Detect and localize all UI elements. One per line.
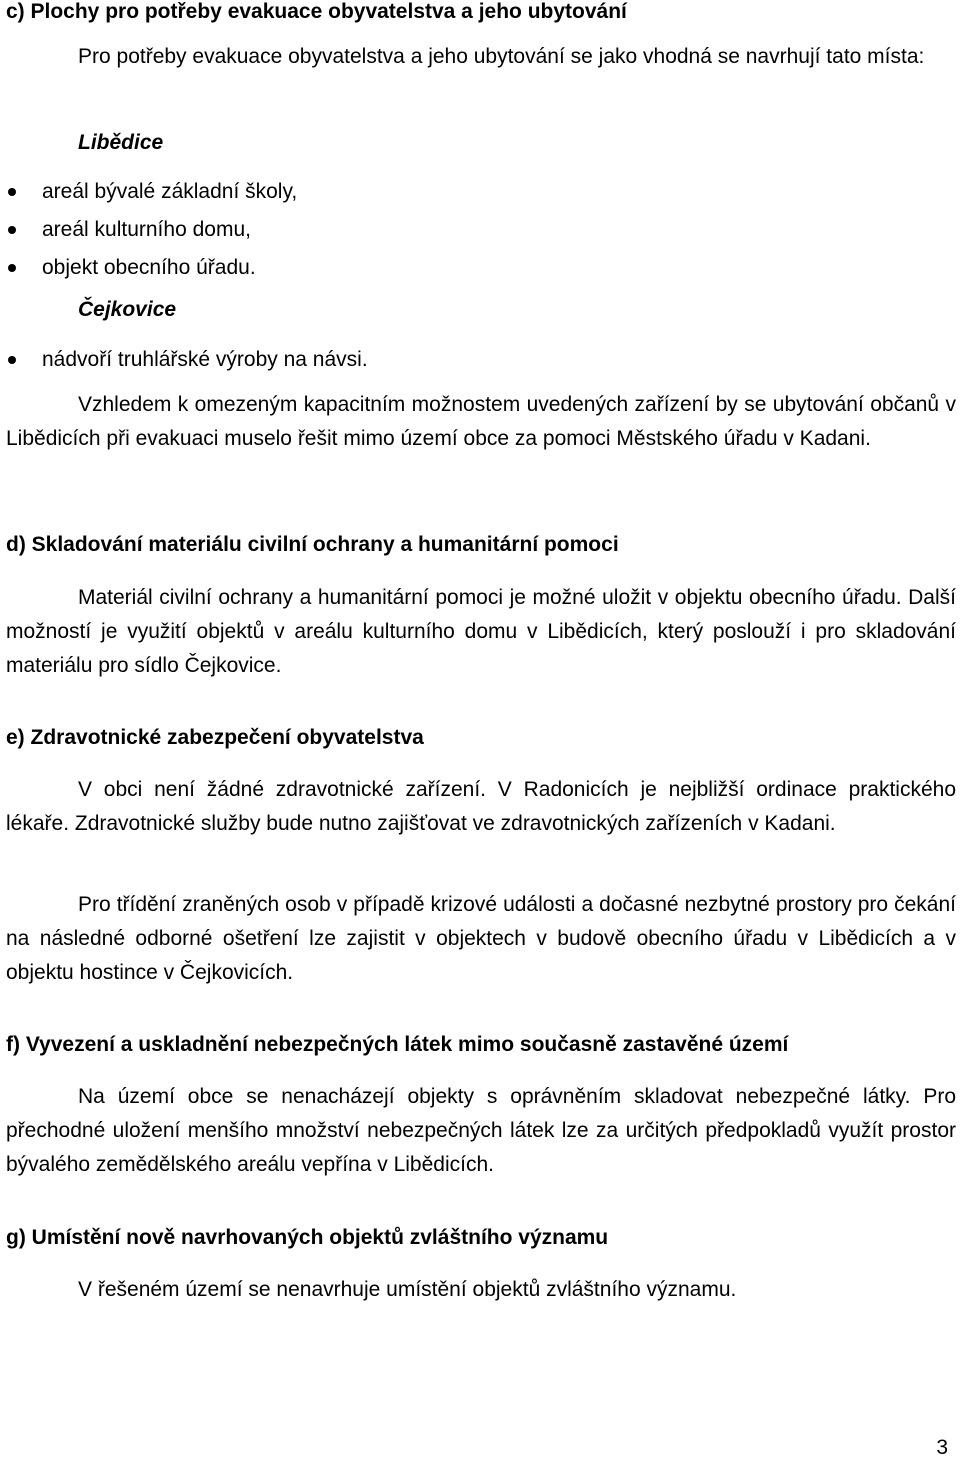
list-item: nádvoří truhlářské výroby na návsi. xyxy=(6,341,956,379)
section-heading: g) Umístění nově navrhovaných objektů zvláštního významu xyxy=(6,1226,609,1249)
section-d-text: Materiál civilní ochrany a humanitární pomoci je možné uložit v objektu obecního úřadu. Další možností je využití objektů v areálu kulturního domu v Libědicích, který poslouží i pro skladování materiálu pro sídlo Čejkovice. xyxy=(6,586,956,677)
list-item: areál kulturního domu, xyxy=(6,211,956,249)
section-c xyxy=(6,0,956,24)
section-heading: f) Vyvezení a uskladnění nebezpečných látek mimo současně zastavěné území xyxy=(6,1033,789,1056)
libedice-list xyxy=(6,173,956,287)
section-heading: c) Plochy pro potřeby evakuace obyvatelstva a jeho ubytování xyxy=(6,0,627,23)
section-c-note: Vzhledem k omezeným kapacitním možnostem uvedených zařízení by se ubytování občanů v Libědicích při evakuaci muselo řešit mimo území obce za pomoci Městského úřadu v Kadani. xyxy=(6,393,956,450)
list-item: areál bývalé základní školy, xyxy=(6,173,956,211)
bullet-icon xyxy=(8,356,16,364)
section-c-intro: Pro potřeby evakuace obyvatelstva a jeho ubytování se jako vhodná se navrhují tato místa: xyxy=(78,45,925,68)
bullet-icon xyxy=(8,188,16,196)
section-heading: e) Zdravotnické zabezpečení obyvatelstva xyxy=(6,726,424,749)
section-e-text-2: Pro třídění zraněných osob v případě krizové události a dočasné nezbytné prostory pro čekání na následné odborné ošetření lze zajistit v objektech v budově obecního úřadu v Libědicích a v objektu hostince v Čejkovicích. xyxy=(6,893,956,984)
section-heading: d) Skladování materiálu civilní ochrany a humanitární pomoci xyxy=(6,533,619,556)
section-g-text: V řešeném území se nenavrhuje umístění objektů zvláštního významu. xyxy=(78,1278,737,1301)
bullet-icon xyxy=(8,226,16,234)
section-e-text-1: V obci není žádné zdravotnické zařízení. V Radonicích je nejbližší ordinace praktického lékaře. Zdravotnické služby bude nutno zajišťovat ve zdravotnických zařízeních v Kadani. xyxy=(6,778,956,835)
cejkovice-list xyxy=(6,341,956,379)
subheading-cejkovice: Čejkovice xyxy=(78,298,177,321)
list-item: objekt obecního úřadu. xyxy=(6,249,956,287)
bullet-icon xyxy=(8,264,16,272)
page-number: 3 xyxy=(936,1436,948,1459)
subheading-libedice: Libědice xyxy=(78,131,164,154)
section-f-text: Na území obce se nenacházejí objekty s oprávněním skladovat nebezpečné látky. Pro přechodné uložení menšího množství nebezpečných látek lze za určitých předpokladů využít prostor bývalého zemědělského areálu vepřína v Libědicích. xyxy=(6,1085,956,1176)
